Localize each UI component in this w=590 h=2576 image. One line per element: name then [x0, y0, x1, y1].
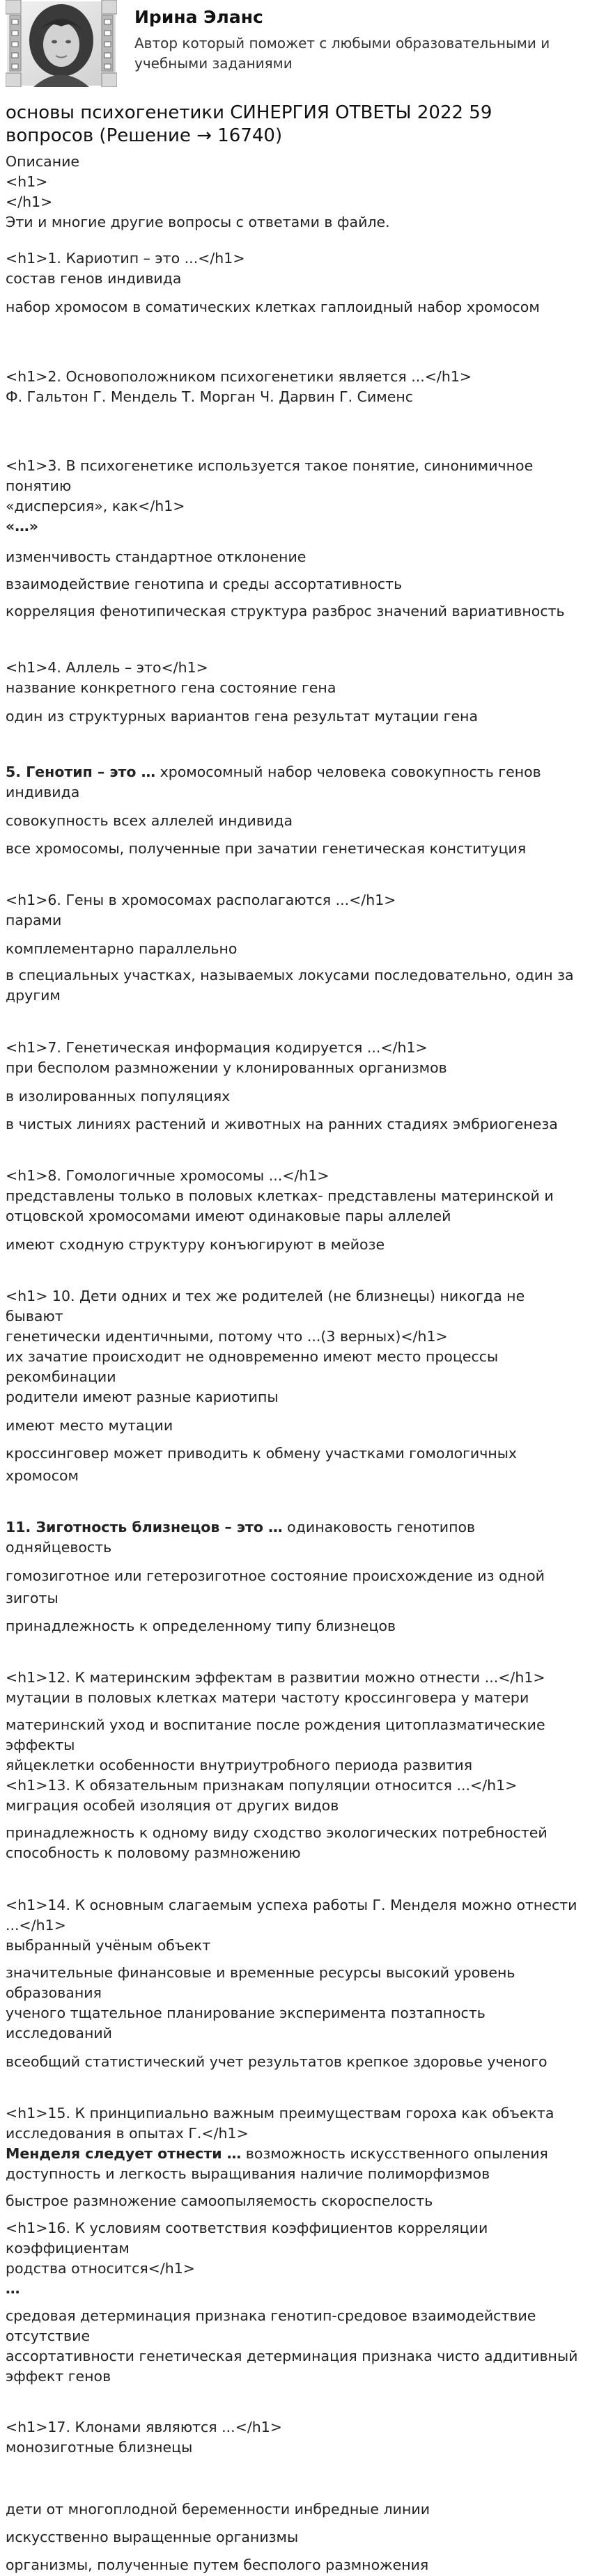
question-5: 5. Генотип – это … хромосомный набор человека совокупность генов индивида — [6, 764, 541, 800]
answer-line: быстрое размножение самоопыляемость скороспелость — [6, 2192, 433, 2209]
page-title: основы психогенетики СИНЕРГИЯ ОТВЕТЫ 2022 59 вопросов (Решение → 16740) — [6, 102, 492, 146]
answer-line: парами — [6, 912, 62, 929]
question-10-cont: генетически идентичными, потому что ...(3 верных)</h1> — [6, 1328, 448, 1345]
author-name[interactable]: Ирина Эланс — [134, 7, 263, 27]
answer-line: мутации в половых клетках матери частоту кроссинговера у матери — [6, 1689, 529, 1706]
answer-line: материнский уход и воспитание после рождения цитоплазматические эффекты — [6, 1716, 545, 1753]
answer-line: принадлежность к одному виду сходство экологических потребностей — [6, 1824, 548, 1841]
answer-line: кроссинговер может приводить к обмену участками гомологичных хромосом — [6, 1445, 518, 1484]
answer-line: искусственно выращенные организмы — [6, 2529, 299, 2545]
answer-line: совокупность всех аллелей индивида — [6, 812, 293, 829]
answer-line-cont: ученого тщательное планирование эксперимента позтапность исследований — [6, 2005, 486, 2041]
answer-line: один из структурных вариантов гена результат мутации гена — [6, 708, 479, 725]
question-3-marker: «…» — [6, 518, 38, 535]
question-15-tail: Менделя следует отнести … возможность искусственного опыления — [6, 2145, 548, 2162]
answer-line: их зачатие происходит не одновременно имеют место процессы рекомбинации — [6, 1348, 499, 1385]
answer-line: взаимодействие генотипа и среды ассортативность — [6, 576, 403, 592]
answer-line: имеют сходную структуру конъюгируют в мейозе — [6, 1236, 385, 1253]
question-6: <h1>6. Гены в хромосомах располагаются ...</h1> — [6, 892, 396, 908]
answer-line: Ф. Гальтон Г. Мендель Т. Морган Ч. Дарвин Г. Сименс — [6, 388, 414, 405]
question-16: <h1>16. К условиям соответствия коэффициентов корреляции коэффициентам — [6, 2220, 488, 2257]
question-4: <h1>4. Аллель – это</h1> — [6, 659, 208, 676]
question-15-cont: исследования в опытах Г.</h1> — [6, 2125, 249, 2142]
question-7: <h1>7. Генетическая информация кодируется ...</h1> — [6, 1039, 428, 1056]
answer-line-cont: яйцеклетки особенности внутриутробного периода развития — [6, 1757, 473, 1773]
avatar-image — [6, 0, 117, 87]
answer-line: название конкретного гена состояние гена — [6, 679, 336, 696]
question-14-cont: ...</h1> — [6, 1917, 66, 1934]
answer-line: организмы, полученные путем бесполого размножения — [6, 2557, 429, 2573]
question-10: <h1> 10. Дети одних и тех же родителей (не близнецы) никогда не бывают — [6, 1288, 525, 1325]
answer-line: представлены только в половых клетках- представлены материнской и — [6, 1187, 554, 1204]
question-3-cont: «дисперсия», как</h1> — [6, 498, 185, 514]
text-line: <h1> — [6, 173, 48, 190]
answer-line: в чистых линиях растений и животных на ранних стадиях эмбриогенеза — [6, 1116, 558, 1132]
answer-line-cont: отцовской хромосомами имеют одинаковые пары аллелей — [6, 1208, 451, 1224]
answer-line: выбранный учёным объект — [6, 1937, 211, 1954]
description-label: Описание — [6, 153, 80, 170]
question-11: 11. Зиготность близнецов – это … одинаковость генотипов одняйцевость — [6, 1519, 476, 1556]
answer-line: комплементарно параллельно — [6, 940, 238, 957]
answer-line: средовая детерминация признака генотип-средовое взаимодействие отсутствие — [6, 2307, 536, 2344]
answer-line-cont: эффект генов — [6, 2368, 111, 2385]
description-content — [6, 152, 581, 2576]
intro-text: Эти и многие другие вопросы с ответами в файле. — [6, 214, 390, 230]
question-3: <h1>3. В психогенетике используется такое понятие, синонимичное понятию — [6, 457, 534, 494]
question-2: <h1>2. Основоположником психогенетики является ...</h1> — [6, 368, 472, 385]
answer-line-cont: способность к половому размножению — [6, 1844, 301, 1861]
answer-line: дети от многоплодной беременности инбредные линии — [6, 2501, 430, 2518]
answer-line: изменчивость стандартное отклонение — [6, 548, 306, 565]
answer-line: всеобщий статистический учет результатов крепкое здоровье ученого — [6, 2053, 548, 2070]
answer-line: при бесполом размножении у клонированных организмов — [6, 1059, 447, 1076]
answer-line: состав генов индивида — [6, 270, 182, 287]
answer-line: значительные финансовые и временные ресурсы высокий уровень образования — [6, 1964, 515, 2001]
answer-line: миграция особей изоляция от других видов — [6, 1797, 339, 1814]
answer-line: гомозиготное или гетерозиготное состояние происхождение из одной зиготы — [6, 1567, 545, 1606]
author-header — [6, 0, 584, 87]
answer-line: набор хромосом в соматических клетках гаплоидный набор хромосом — [6, 299, 540, 315]
answer-line: в изолированных популяциях — [6, 1088, 231, 1105]
question-17: <h1>17. Клонами являются ...</h1> — [6, 2419, 282, 2435]
answer-line: имеют место мутации — [6, 1417, 173, 1434]
question-15: <h1>15. К принципиально важным преимуществам гороха как объекта — [6, 2105, 554, 2121]
answer-line-cont: родители имеют разные кариотипы — [6, 1389, 279, 1405]
question-16-cont: родства относится</h1> — [6, 2260, 195, 2277]
answer-line-cont: ассортативности генетическая детерминация признака чисто аддитивный — [6, 2348, 578, 2364]
question-12: <h1>12. К материнским эффектам в развитии можно отнести ...</h1> — [6, 1669, 545, 1686]
question-13: <h1>13. К обязательным признакам популяции относится ...</h1> — [6, 1777, 518, 1794]
avatar — [6, 0, 117, 87]
author-description: Автор который поможет с любыми образовательными и учебными заданиями — [134, 35, 550, 72]
question-16-marker: … — [6, 2280, 20, 2297]
answer-line: в специальных участках, называемых локусами последовательно, один за — [6, 967, 574, 983]
question-8: <h1>8. Гомологичные хромосомы ...</h1> — [6, 1167, 329, 1184]
answer-line: монозиготные близнецы — [6, 2439, 193, 2456]
answer-line: корреляция фенотипическая структура разброс значений вариативность — [6, 603, 565, 619]
answer-line: все хромосомы, полученные при зачатии генетическая конституция — [6, 840, 527, 857]
question-14: <h1>14. К основным слагаемым успеха работы Г. Менделя можно отнести — [6, 1897, 577, 1913]
answer-line: доступность и легкость выращивания наличие полиморфизмов — [6, 2165, 490, 2182]
text-line: </h1> — [6, 193, 53, 210]
question-1: <h1>1. Кариотип – это ...</h1> — [6, 250, 245, 267]
answer-line: принадлежность к определенному типу близнецов — [6, 1618, 396, 1634]
answer-line-cont: другим — [6, 987, 61, 1004]
